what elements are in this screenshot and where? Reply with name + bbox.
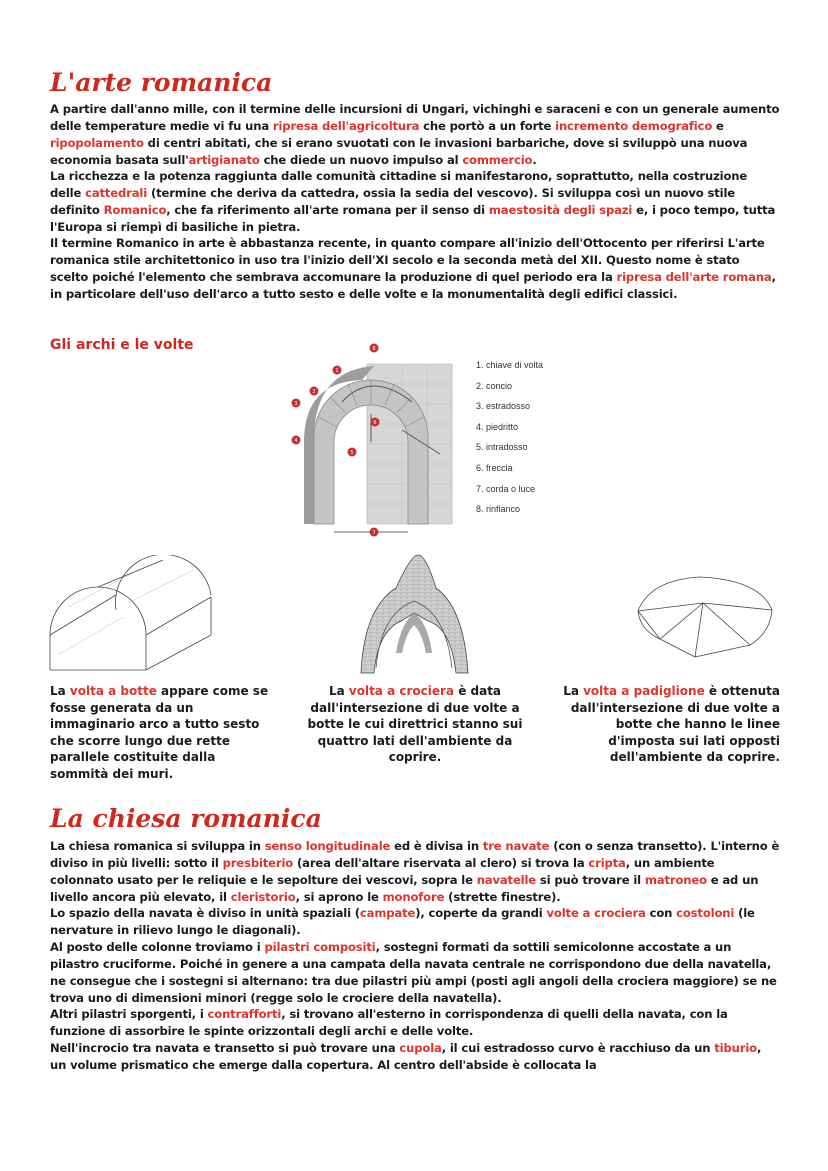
legend-item: 5. intradosso: [476, 442, 528, 453]
church-paragraph-1: [50, 838, 780, 906]
text-run: (le nervature in rilievo lungo le diagonali).: [50, 906, 755, 937]
highlighted-term: volte a crociera: [546, 906, 646, 920]
text-run: (con o senza transetto). L'interno è diviso in più livelli: sotto il: [50, 839, 780, 870]
legend-item: 3. estradosso: [476, 401, 531, 412]
intro-paragraph-3: [50, 235, 780, 303]
text-run: ), coperte da grandi: [415, 906, 547, 920]
section-title-chiesa-romanica: La chiesa romanica: [50, 804, 322, 833]
intro-paragraph-1: [50, 101, 780, 169]
subsection-title-archi-volte: Gli archi e le volte: [50, 337, 194, 353]
arch-marker-6: 6: [373, 420, 377, 426]
text-run: , si trovano all'esterno in corrispondenza di quelli della navata, con la funzione di assorbire le spinte orizzontali degli archi e delle volte.: [50, 1007, 728, 1038]
text-run: , si aprono le: [295, 889, 383, 904]
church-paragraph-4: [50, 1006, 780, 1040]
highlighted-term: tiburio: [714, 1041, 757, 1055]
text-run: Lo spazio della navata è diviso in unità spaziali (: [50, 906, 360, 920]
legend-item: 1. chiave di volta: [476, 360, 544, 370]
highlighted-term: maestosità degli spazi: [488, 202, 633, 217]
highlighted-term: incremento demografico: [555, 118, 713, 133]
text-run: appare come se fosse generata da un immaginario arco a tutto sesto che scorre lungo due rette parallele costituite dalla sommità dei muri.: [50, 684, 269, 781]
text-run: e: [712, 118, 724, 133]
highlighted-term: cattedrali: [85, 185, 148, 200]
arch-marker-5: 5: [350, 450, 354, 456]
highlighted-term: presbiterio: [222, 855, 294, 870]
arch-diagram: [282, 342, 462, 542]
arch-marker-7: 7: [372, 530, 376, 536]
highlighted-term: ripopolamento: [50, 135, 144, 150]
highlighted-term: volta a padiglione: [583, 684, 705, 698]
text-run: è data dall'intersezione di due volte a botte le cui direttrici stanno sui quattro lati dell'ambiente da coprire.: [307, 684, 523, 764]
text-run: Il termine Romanico in arte è abbastanza recente, in quanto compare all'inizio dell'Ottocento per riferirsi L'arte romanica stile architettonico in uso tra l'inizio dell'XI secolo e la seconda metà del XII. Questo nome è stato scelto poiché l'elemento che sembrava accomunare la produzione di quel periodo era la: [50, 236, 765, 284]
text-run: La: [563, 684, 584, 698]
highlighted-term: contrafforti: [207, 1007, 282, 1021]
text-run: e ad un livello ancora più elevato, il: [50, 872, 759, 904]
text-run: , che fa riferimento all'arte romana per il senso di: [166, 202, 489, 217]
text-run: (area dell'altare riservata al clero) si trova la: [293, 855, 589, 870]
text-run: .: [532, 152, 537, 167]
highlighted-term: cripta: [588, 855, 626, 870]
text-run: , in particolare dell'uso dell'arco a tutto sesto e delle volte e la monumentalità degli edifici classici.: [50, 269, 776, 301]
highlighted-term: Romanico: [103, 202, 167, 217]
highlighted-term: cleristorio: [230, 889, 296, 904]
text-run: Nell'incrocio tra navata e transetto si può trovare una: [50, 1041, 400, 1055]
text-run: che diede un nuovo impulso al: [259, 152, 463, 167]
highlighted-term: artigianato: [188, 152, 260, 167]
church-paragraph-5: [50, 1040, 780, 1074]
text-run: La: [328, 684, 349, 698]
text-run: ed è divisa in: [390, 839, 483, 853]
caption-volta-a-botte: [50, 683, 270, 782]
arch-marker-1: 1: [335, 368, 339, 374]
text-run: , il cui estradosso curvo è racchiuso da un: [441, 1041, 715, 1055]
text-run: (strette finestre).: [444, 889, 561, 904]
section-title-arte-romanica: L'arte romanica: [50, 68, 273, 97]
legend-item: 6. freccia: [476, 462, 513, 473]
church-paragraph-2: [50, 905, 780, 939]
text-run: La chiesa romanica si sviluppa in: [50, 839, 265, 853]
cross-vault-drawing: [356, 553, 471, 678]
highlighted-term: cupola: [399, 1041, 442, 1055]
highlighted-term: ripresa dell'arte romana: [616, 269, 772, 284]
text-run: (termine che deriva da cattedra, ossia la sedia del vescovo). Si sviluppa così un nuovo stile definito: [50, 185, 735, 217]
barrel-vault-drawing: [48, 555, 213, 675]
highlighted-term: commercio: [462, 152, 533, 167]
highlighted-term: senso longitudinale: [264, 839, 391, 853]
text-run: , sostegni formati da sottili semicolonne accostate a un pilastro cruciforme. Poiché in genere a una campata della navata centrale ne corrispondono due della navatella, ne consegue che i sostegni si alternano: tra due pilastri più ampi (posti agli angoli della crociera maggiore) se ne trova uno di dimensioni minori (regge solo le crociere della navatella).: [50, 940, 777, 1005]
text-run: di centri abitati, che si erano svuotati con le invasioni barbariche, dove si sviluppò una nuova economia basata sull': [50, 135, 748, 167]
intro-paragraph-2: [50, 168, 780, 236]
text-run: La ricchezza e la potenza raggiunta dalle comunità cittadine si manifestarono, soprattutto, nella costruzione delle: [50, 169, 748, 200]
highlighted-term: campate: [359, 906, 416, 920]
highlighted-term: ripresa dell'agricoltura: [272, 118, 420, 133]
text-run: Altri pilastri sporgenti, i: [50, 1007, 208, 1021]
highlighted-term: costoloni: [676, 906, 735, 920]
legend-item: 4. piedritto: [476, 421, 519, 432]
highlighted-term: matroneo: [644, 872, 707, 887]
arch-legend: [476, 360, 543, 525]
arch-marker-4: 4: [294, 438, 298, 444]
pavilion-vault-drawing: [635, 575, 775, 660]
caption-volta-a-padiglione: [552, 683, 780, 766]
text-run: La: [50, 684, 70, 698]
highlighted-term: monofore: [382, 889, 445, 904]
legend-item: 8. rinfianco: [476, 504, 521, 515]
text-run: è ottenuta dall'intersezione di due volte a botte che hanno le linee d'imposta sui lati opposti dell'ambiente da coprire.: [570, 684, 780, 764]
text-run: e, i poco tempo, tutta l'Europa si riempì di basiliche in pietra.: [50, 202, 776, 234]
legend-item: 2. concio: [476, 380, 513, 391]
arch-marker-3: 3: [294, 401, 298, 407]
arch-marker-8: 8: [372, 346, 376, 352]
highlighted-term: volta a botte: [69, 684, 157, 698]
text-run: , un volume prismatico che emerge dalla copertura. Al centro dell'abside è collocata la: [50, 1041, 762, 1072]
text-run: con: [645, 906, 677, 920]
text-run: A partire dall'anno mille, con il termine delle incursioni di Ungari, vichinghi e saraceni e con un generale aumento delle temperature medie vi fu una: [50, 102, 780, 133]
caption-volta-a-crociera: [300, 683, 530, 766]
text-run: , un ambiente colonnato usato per le reliquie e le sepolture dei vescovi, sopra le: [50, 855, 715, 887]
highlighted-term: navatelle: [476, 872, 537, 887]
text-run: che portò a un forte: [419, 118, 556, 133]
text-run: Al posto delle colonne troviamo i: [50, 940, 265, 954]
highlighted-term: pilastri compositi: [264, 940, 376, 954]
church-paragraph-3: [50, 939, 780, 1007]
legend-item: 7. corda o luce: [476, 483, 536, 494]
highlighted-term: tre navate: [482, 839, 550, 853]
highlighted-term: volta a crociera: [348, 684, 455, 698]
arch-marker-2: 2: [312, 389, 316, 395]
text-run: si può trovare il: [536, 872, 645, 887]
